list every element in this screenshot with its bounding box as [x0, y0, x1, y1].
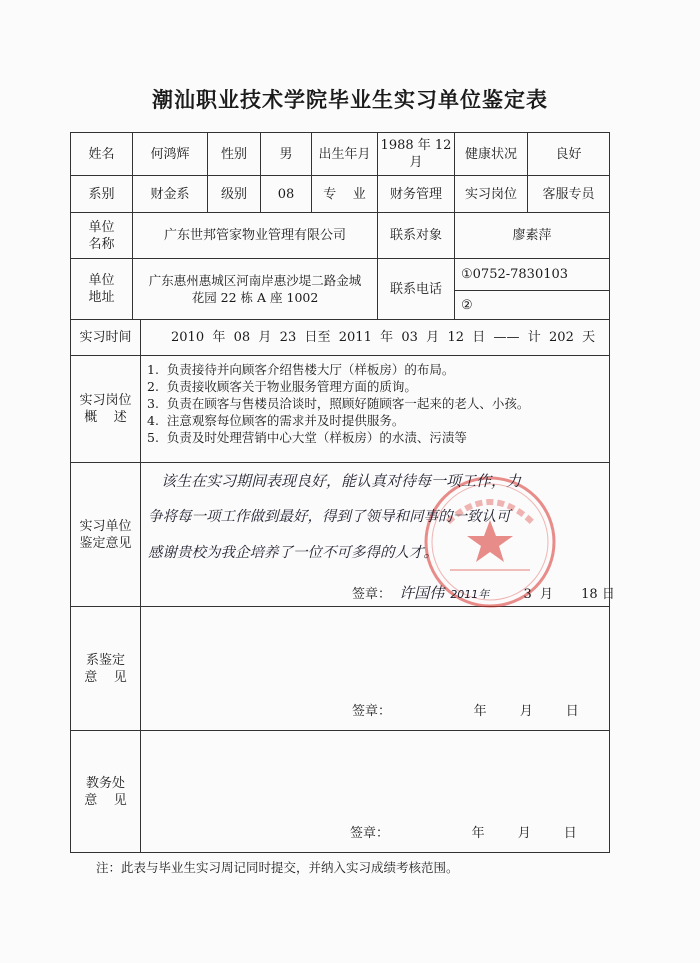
grade-label: 级别: [220, 186, 247, 202]
duty-item: 3. 负责在顾客与售楼员洽谈时，照顾好随顾客一起来的老人、小孩。: [147, 396, 530, 411]
unit-opinion-handwriting-line2: 争将每一项工作做到最好，得到了领导和同事的一致认可: [148, 508, 511, 525]
unit-sign-month: 3 月: [523, 587, 553, 602]
unit-opinion-label-line1: 实习单位: [79, 518, 132, 534]
unit-name-value: 广东世邦管家物业管理有限公司: [163, 228, 346, 243]
name-label: 姓名: [88, 146, 115, 162]
duties-label-line1: 实习岗位: [79, 393, 132, 408]
duties-list: [147, 361, 607, 446]
birth-value-line1: 1988 年 12: [380, 138, 452, 153]
dept-opinion-label: [71, 607, 140, 730]
unit-name-label-line2: 名称: [88, 236, 115, 252]
duty-item: 4. 注意观察每位顾客的需求并及时提供服务。: [147, 413, 405, 428]
duty-item: 2. 负责接收顾客关于物业服务管理方面的质询。: [147, 379, 417, 394]
dept-label: 系别: [88, 186, 115, 202]
birth-value-line2: 月: [409, 155, 423, 170]
unit-name-label-line1: 单位: [88, 219, 115, 235]
address-value-line2: 花园 22 栋 A 座 1002: [191, 290, 319, 305]
unit-sign-label: 签章：: [352, 587, 392, 602]
major-value: 财务管理: [389, 186, 442, 202]
address-value-line1: 广东惠州惠城区河南岸惠沙堤二路金城: [148, 273, 362, 288]
name-value: 何鸿辉: [150, 146, 190, 162]
address-label: [71, 259, 132, 319]
dept-opinion-label-line1: 系鉴定: [85, 652, 125, 668]
unit-opinion-label-line2: 鉴定意见: [79, 535, 132, 551]
contact-label: 联系对象: [389, 228, 442, 243]
contact-value: 廖素萍: [512, 228, 552, 243]
unit-sign-year: 2011年: [450, 588, 490, 601]
dept-value: 财金系: [150, 186, 190, 202]
position-value: 客服专员: [542, 186, 595, 202]
office-sign-line: 签章： 年 月 日: [350, 826, 577, 841]
dept-opinion-label-line2: 意 见: [84, 669, 127, 685]
major-label: 专 业: [323, 186, 366, 202]
unit-signature: 许国伟: [399, 584, 445, 602]
unit-sign-line: [352, 582, 615, 603]
birth-value: [378, 133, 454, 175]
unit-opinion-handwriting-line3: 感谢贵校为我企培养了一位不可多得的人才。: [148, 544, 438, 561]
office-opinion-label-line2: 意 见: [84, 792, 127, 808]
duty-item: 5. 负责及时处理营销中心大堂（样板房）的水渍、污渍等: [147, 430, 467, 445]
birth-label: 出生年月: [318, 146, 371, 162]
address-value: [133, 259, 377, 319]
unit-name-label: [71, 213, 132, 258]
gender-value: 男: [279, 146, 293, 162]
duty-item: 1. 负责接待并向顾客介绍售楼大厅（样板房）的布局。: [147, 362, 455, 377]
form-title: 潮汕职业技术学院毕业生实习单位鉴定表: [152, 87, 548, 112]
duties-label-line2: 概 述: [84, 410, 127, 425]
footnote: 注：此表与毕业生实习周记同时提交，并纳入实习成绩考核范围。: [96, 860, 459, 875]
unit-sign-day: 18 日: [581, 587, 615, 602]
period-value: 2010 年 08 月 23 日至 2011 年 03 月 12 日 —— 计 202 天: [171, 330, 596, 345]
phone-1: ①0752-7830103: [461, 267, 569, 282]
health-value: 良好: [555, 146, 582, 162]
office-opinion-label: [71, 731, 140, 852]
address-label-line1: 单位: [88, 273, 115, 288]
duties-label: [71, 356, 140, 462]
dept-sign-line: 签章： 年 月 日: [352, 704, 579, 719]
period-label: 实习时间: [79, 330, 132, 345]
phone-label: 联系电话: [389, 281, 442, 297]
grade-value: 08: [277, 186, 295, 202]
address-label-line2: 地址: [88, 290, 115, 305]
gender-label: 性别: [220, 146, 247, 162]
position-label: 实习岗位: [464, 186, 517, 202]
health-label: 健康状况: [464, 146, 517, 162]
phone-2: ②: [461, 297, 473, 313]
unit-opinion-label: [71, 463, 140, 606]
office-opinion-label-line1: 教务处: [85, 775, 125, 791]
unit-opinion-handwriting-line1: 该生在实习期间表现良好，能认真对待每一项工作，力: [161, 471, 522, 490]
